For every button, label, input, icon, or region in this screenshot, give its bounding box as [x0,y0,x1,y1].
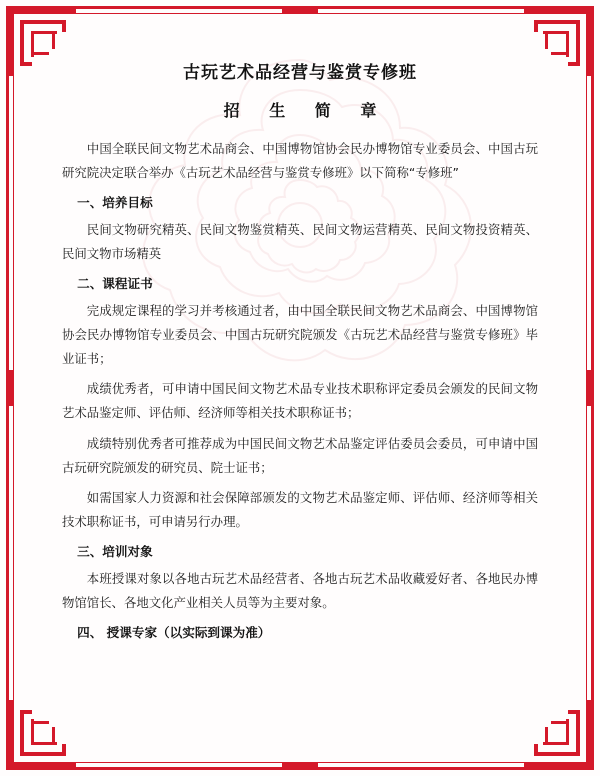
corner-ornament-bottom-right [524,700,594,770]
body-paragraph: 成绩优秀者，可申请中国民间文物艺术品专业技术职称评定委员会颁发的民间文物艺术品鉴定师、评估师、经济师等相关技术职称证书； [62,381,538,421]
corner-ornament-bottom-left [6,700,76,770]
edge-ornament-right [586,370,591,406]
body-paragraph: 完成规定课程的学习并考核通过者，由中国全联民间文物艺术品商会、中国博物馆协会民办博物馆专业委员会、中国古玩研究院颁发《古玩艺术品经营与鉴赏专修班》毕业证书； [62,302,538,367]
body-paragraph: 本班授课对象以各地古玩艺术品经营者、各地古玩艺术品收藏爱好者、各地民办博物馆馆长、各地文化产业相关人员等为主要对象。 [62,570,538,611]
body-paragraph: 成绩特别优秀者可推荐成为中国民间文物艺术品鉴定评估委员会委员，可申请中国古玩研究院颁发的研究员、院士证书； [62,435,538,475]
page-title: 古玩艺术品经营与鉴赏专修班 [183,63,417,83]
document-body [62,137,538,646]
body-paragraph: 中国全联民间文物艺术品商会、中国博物馆协会民办博物馆专业委员会、中国古玩研究院决定联合举办《古玩艺术品经营与鉴赏专修班》以下简称“专修班” [62,140,538,180]
section-heading: 四、 授课专家（以实际到课为准） [77,625,271,641]
document-content [62,62,538,648]
edge-ornament-bottom [282,762,318,767]
body-paragraph: 如需国家人力资源和社会保障部颁发的文物艺术品鉴定师、评估师、经济师等相关技术职称证书，可申请另行办理。 [62,489,538,530]
page-subtitle: 招 生 简 章 [223,100,389,120]
section-heading: 一、培养目标 [77,195,153,211]
body-paragraph: 民间文物研究精英、民间文物鉴赏精英、民间文物运营精英、民间文物投资精英、民间文物市场精英 [62,221,538,261]
edge-ornament-left [9,370,14,406]
section-heading: 二、课程证书 [77,276,153,292]
edge-ornament-top [282,9,318,14]
section-heading: 三、培训对象 [77,544,153,560]
